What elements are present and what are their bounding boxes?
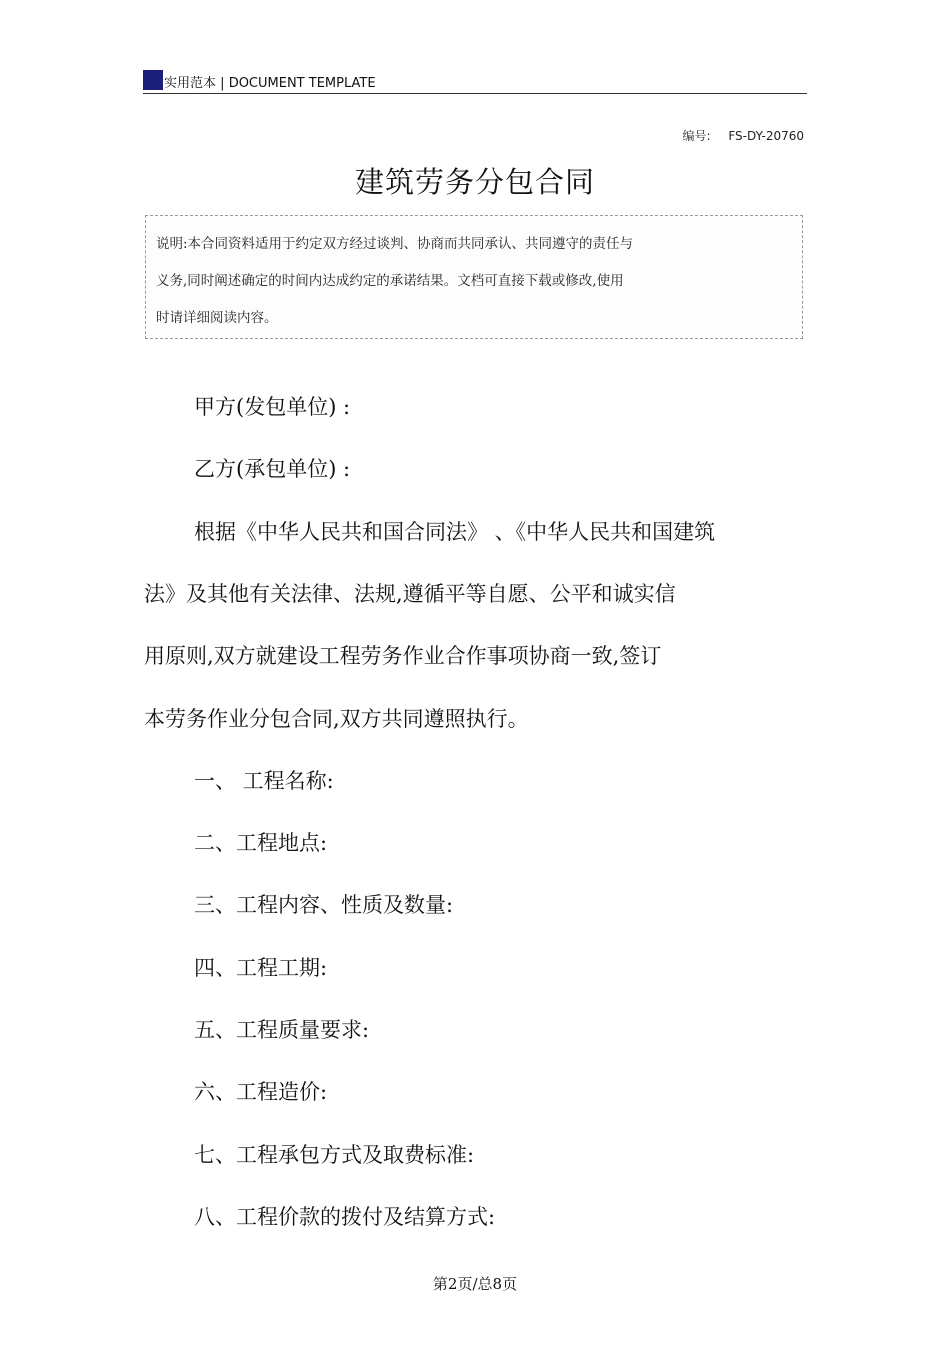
- header-separator: |: [220, 76, 225, 91]
- description-line: 时请详细阅读内容。: [156, 310, 278, 326]
- intro-paragraph-line: 根据《中华人民共和国合同法》 、《中华人民共和国建筑: [194, 520, 716, 544]
- intro-paragraph-line: 本劳务作业分包合同,双方共同遵照执行。: [144, 707, 529, 731]
- party-a-line: 甲方(发包单位) :: [194, 395, 351, 419]
- document-number-label: 编号:: [682, 129, 711, 143]
- section-heading: 八、工程价款的拨付及结算方式:: [194, 1205, 496, 1229]
- section-heading: 一、 工程名称:: [194, 769, 334, 793]
- intro-paragraph-line: 法》及其他有关法律、法规,遵循平等自愿、公平和诚实信: [144, 582, 676, 606]
- section-heading: 五、工程质量要求:: [194, 1018, 370, 1042]
- section-heading: 六、工程造价:: [194, 1080, 328, 1104]
- intro-paragraph-line: 用原则,双方就建设工程劳务作业合作事项协商一致,签订: [144, 644, 662, 668]
- header-divider: [143, 93, 807, 94]
- document-number-value: FS-DY-20760: [728, 129, 804, 143]
- description-line: 说明:本合同资料适用于约定双方经过谈判、协商而共同承认、共同遵守的责任与: [156, 236, 634, 252]
- section-heading: 七、工程承包方式及取费标准:: [194, 1143, 475, 1167]
- section-heading: 三、工程内容、性质及数量:: [194, 893, 454, 917]
- description-line: 义务,同时阐述确定的时间内达成约定的承诺结果。文档可直接下载或修改,使用: [156, 273, 624, 289]
- header-brand: 实用范本: [164, 76, 217, 91]
- header-label: [164, 72, 376, 91]
- document-number: [682, 127, 804, 144]
- header-logo-square: [143, 70, 163, 90]
- section-heading: 二、工程地点:: [194, 831, 328, 855]
- section-heading: 四、工程工期:: [194, 956, 328, 980]
- page-footer-number: 第2页/总8页: [432, 1275, 518, 1293]
- header-subtitle: DOCUMENT TEMPLATE: [228, 76, 376, 91]
- page-title: 建筑劳务分包合同: [354, 165, 595, 199]
- party-b-line: 乙方(承包单位) :: [194, 457, 351, 481]
- description-box: [145, 215, 803, 339]
